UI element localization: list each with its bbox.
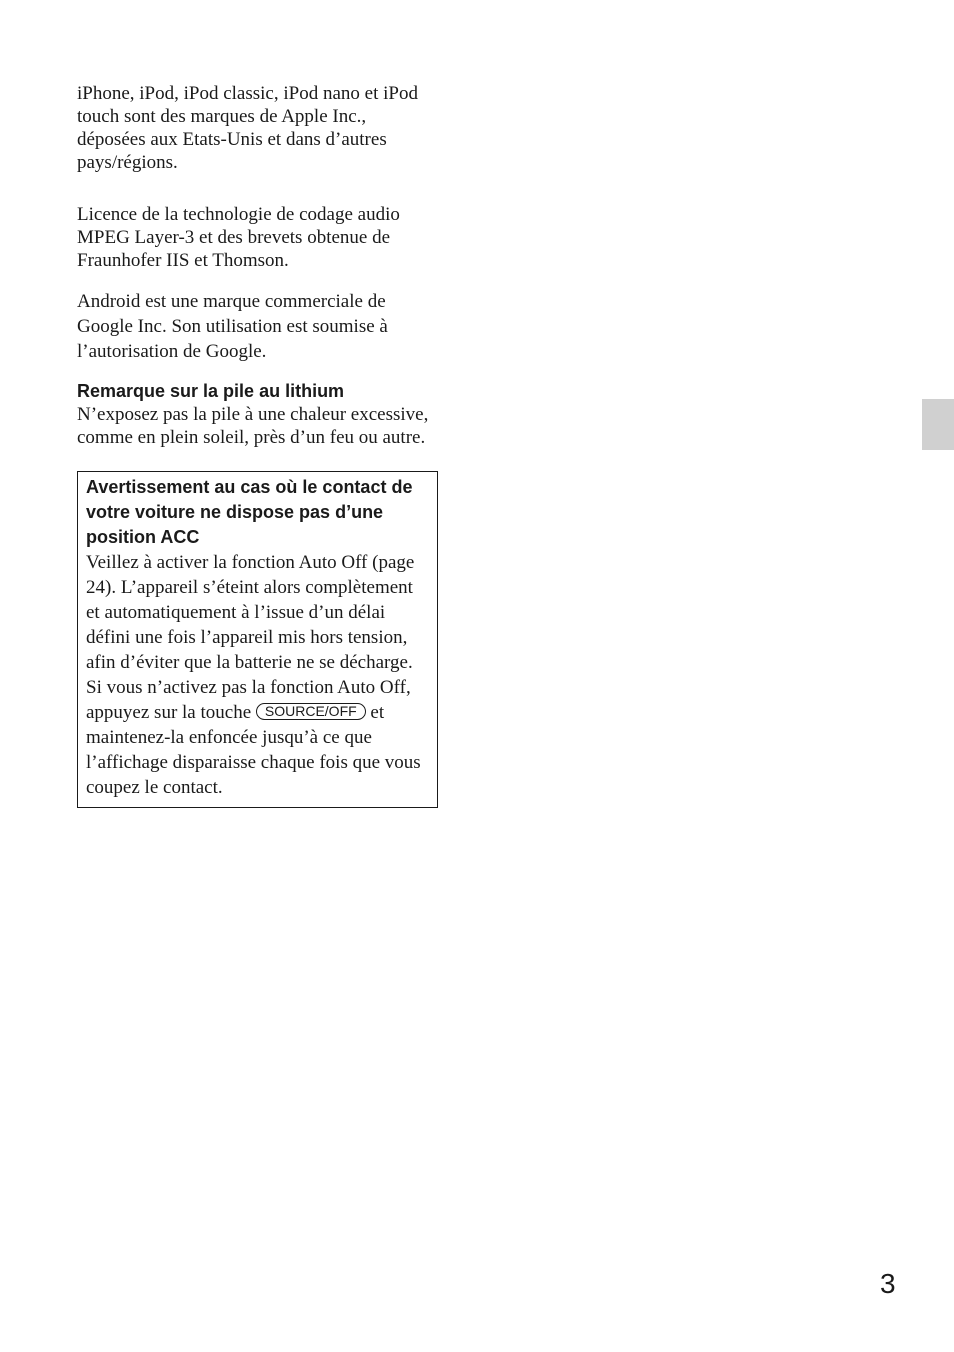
warning-heading: Avertissement au cas où le contact de votre voiture ne dispose pas d’une position ACC [86,477,413,547]
warning-text-after: et maintenez-la enfoncée jusqu’à ce que l’affichage disparaisse chaque fois que vous coupez le contact. [86,702,421,798]
main-column [77,82,439,808]
android-trademark-paragraph: Android est une marque commerciale de Google Inc. Son utilisation est soumise à l’autorisation de Google. [77,291,388,362]
source-off-key-icon: SOURCE/OFF [256,703,366,720]
mpeg-license-paragraph: Licence de la technologie de codage audio MPEG Layer-3 et des brevets obtenue de Fraunhofer IIS et Thomson. [77,204,400,271]
warning-text-before: Veillez à activer la fonction Auto Off (page 24). L’appareil s’éteint alors complètement et automatiquement à l’issue d’un délai défini une fois l’appareil mis hors tension, afin d’éviter que la batterie ne se décharge. Si vous n’activez pas la fonction Auto Off, appuyez sur la touche [86,552,415,723]
lithium-note [77,380,439,449]
warning-text [86,550,429,800]
lithium-text: N’exposez pas la pile à une chaleur excessive, comme en plein soleil, près d’un feu ou autre. [77,404,429,448]
section-side-tab [922,399,954,450]
apple-trademark-paragraph: iPhone, iPod, iPod classic, iPod nano et iPod touch sont des marques de Apple Inc., déposées aux Etats-Unis et dans d’autres pays/régions. [77,83,418,173]
warning-box [77,471,438,808]
page-number: 3 [880,1268,896,1299]
lithium-heading: Remarque sur la pile au lithium [77,381,345,401]
